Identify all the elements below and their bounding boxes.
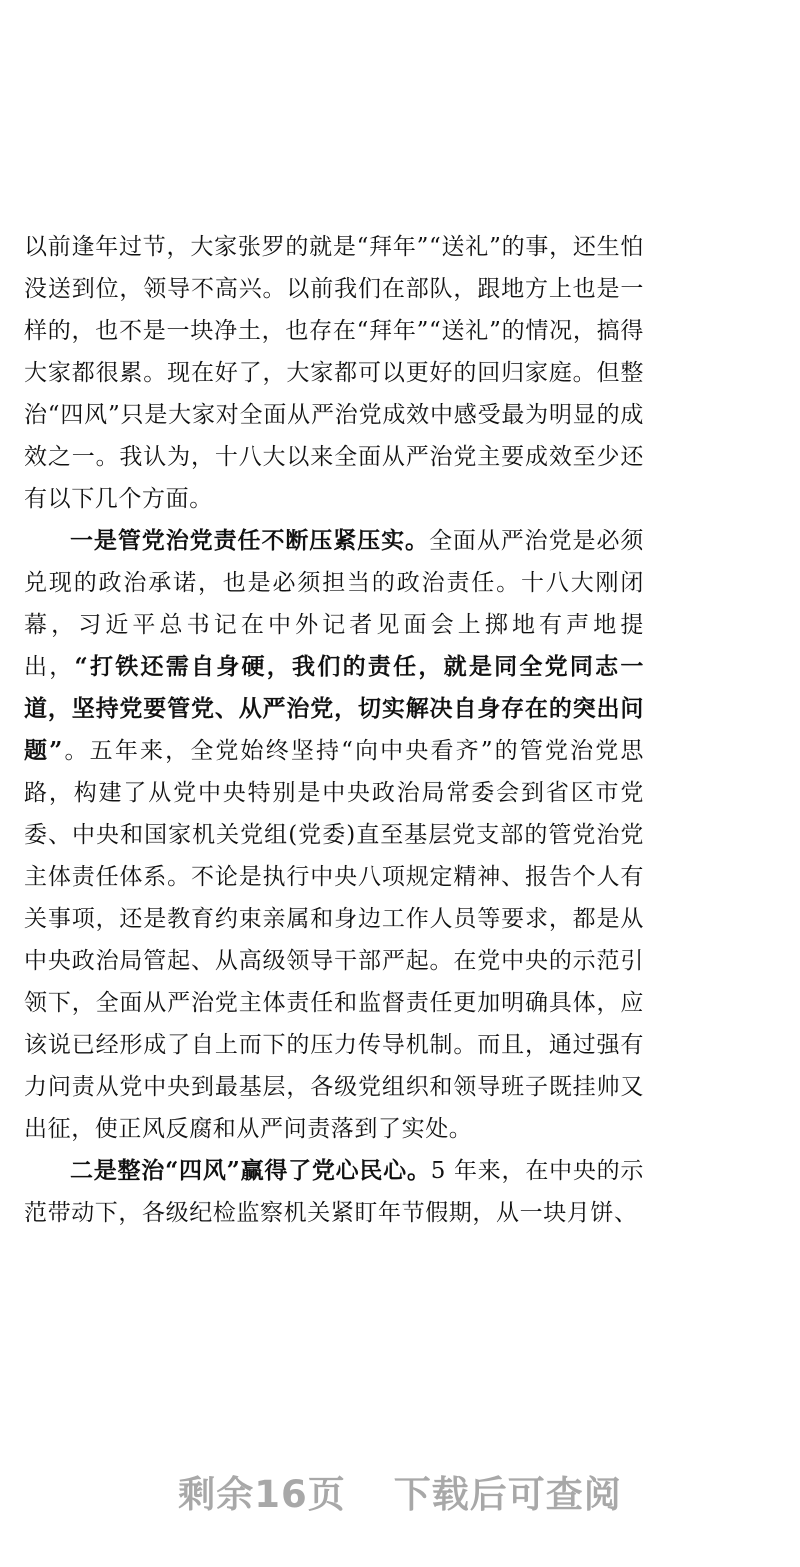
- download-banner[interactable]: [0, 1464, 800, 1518]
- remaining-pages-label: 剩余16页: [178, 1473, 346, 1516]
- quotation: “打铁还需自身硬，我们的责任，就是同全党同志一道，坚持党要管党、从严治党，切实解决自身存在的突出问题”: [24, 653, 644, 764]
- paragraph-intro: [24, 226, 644, 520]
- paragraph-text: 以前逢年过节，大家张罗的就是“拜年”“送礼”的事，还生怕没送到位，领导不高兴。以前我们在部队，跟地方上也是一样的，也不是一块净土，也存在“拜年”“送礼”的情况，搞得大家都很累。现在好了，大家都可以更好的回归家庭。但整治“四风”只是大家对全面从严治党成效中感受最为明显的成效之一。我认为，十八大以来全面从严治党主要成效至少还有以下几个方面。: [24, 234, 644, 512]
- paragraph-text: 5 年来，在中央的示范带动下，各级纪检监察机关紧盯年节假期，从一块月饼、: [24, 1158, 644, 1226]
- document-page: [24, 226, 644, 1234]
- paragraph-heading: 一是管党治党责任不断压紧压实。: [70, 527, 429, 554]
- paragraph-point-one: [24, 520, 644, 1150]
- paragraph-text: 全面从严治党是必须兑现的政治承诺，也是必须担当的政治责任。十八大刚闭幕，习近平总书记在中外记者见面会上掷地有声地提出，: [24, 528, 644, 680]
- paragraph-text-continued: 。五年来，全党始终坚持“向中央看齐”的管党治党思路，构建了从党中央特别是中央政治局常委会到省区市党委、中央和国家机关党组(党委)直至基层党支部的管党治党主体责任体系。不论是执行中央八项规定精神、报告个人有关事项，还是教育约束亲属和身边工作人员等要求，都是从中央政治局管起、从高级领导干部严起。在党中央的示范引领下，全面从严治党主体责任和监督责任更加明确具体，应该说已经形成了自上而下的压力传导机制。而且，通过强有力问责从党中央到最基层，各级党组织和领导班子既挂帅又出征，使正风反腐和从严问责落到了实处。: [24, 738, 644, 1142]
- paragraph-point-two: [24, 1150, 644, 1234]
- paragraph-heading: 二是整治“四风”赢得了党心民心。: [70, 1157, 431, 1184]
- download-to-view-label[interactable]: 下载后可查阅: [393, 1473, 622, 1516]
